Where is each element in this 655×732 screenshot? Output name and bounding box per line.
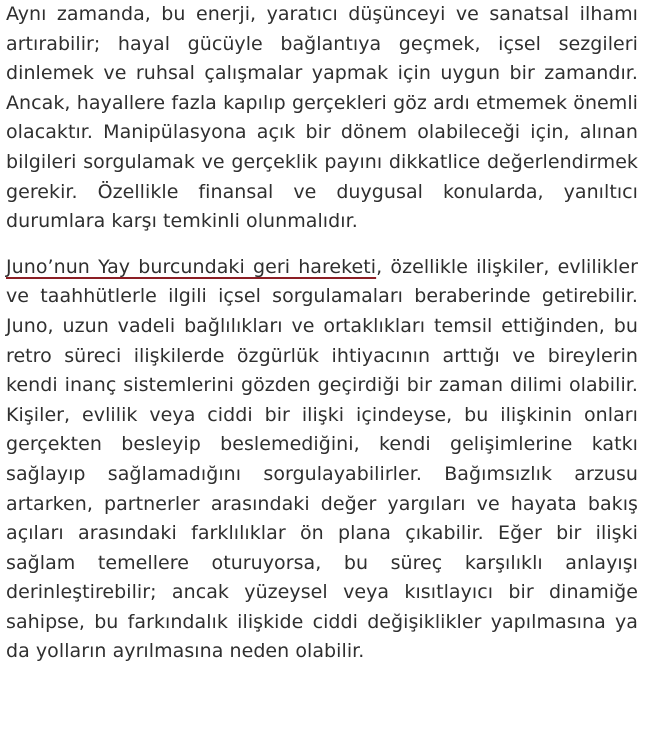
paragraph-2-text: , özellikle ilişkiler, evlilikler ve taahhütlerle ilgili içsel sorgulamaları beraberinde getirebilir. Juno, uzun vadeli bağlılıkları ve ortaklıkları temsil ettiğinden, bu retro süreci ilişkilerde özgürlük ihtiyacının arttığı ve bireylerin kendi inanç sistemlerini gözden geçirdiği bir zaman dilimi olabilir. Kişiler, evlilik veya ciddi bir ilişki içindeyse, bu ilişkinin onları gerçekten besleyip beslemediğini, kendi gelişimlerine katkı sağlayıp sağlamadığını sorgulayabilirler. Bağımsızlık arzusu artarken, partnerler arasındaki değer yargıları ve hayata bakış açıları arasındaki farklılıklar ön plana çıkabilir. Eğer bir ilişki sağlam temellere oturuyorsa, bu süreç karşılıklı anlayışı derinleştirebilir; ancak yüzeysel veya kısıtlayıcı bir dinamiğe sahipse, bu farkındalık ilişkide ciddi değişiklikler yapılmasına ya da yolların ayrılmasına neden olabilir. xyxy=(6,255,638,663)
paragraph-1: Aynı zamanda, bu enerji, yaratıcı düşünceyi ve sanatsal ilhamı artırabilir; hayal gücüyle bağlantıya geçmek, içsel sezgileri dinlemek ve ruhsal çalışmalar yapmak için uygun bir zamandır. Ancak, hayallere fazla kapılıp gerçekleri göz ardı etmemek önemli olacaktır. Manipülasyona açık bir dönem olabileceği için, alınan bilgileri sorgulamak ve gerçeklik payını dikkatlice değerlendirmek gerekir. Özellikle finansal ve duygusal konularda, yanıltıcı durumlara karşı temkinli olunmalıdır. xyxy=(6,3,638,233)
paragraph-2 xyxy=(6,253,638,667)
article-body xyxy=(6,0,638,667)
juno-retrograde-link[interactable]: Juno’nun Yay burcundaki geri hareketi xyxy=(6,255,377,278)
